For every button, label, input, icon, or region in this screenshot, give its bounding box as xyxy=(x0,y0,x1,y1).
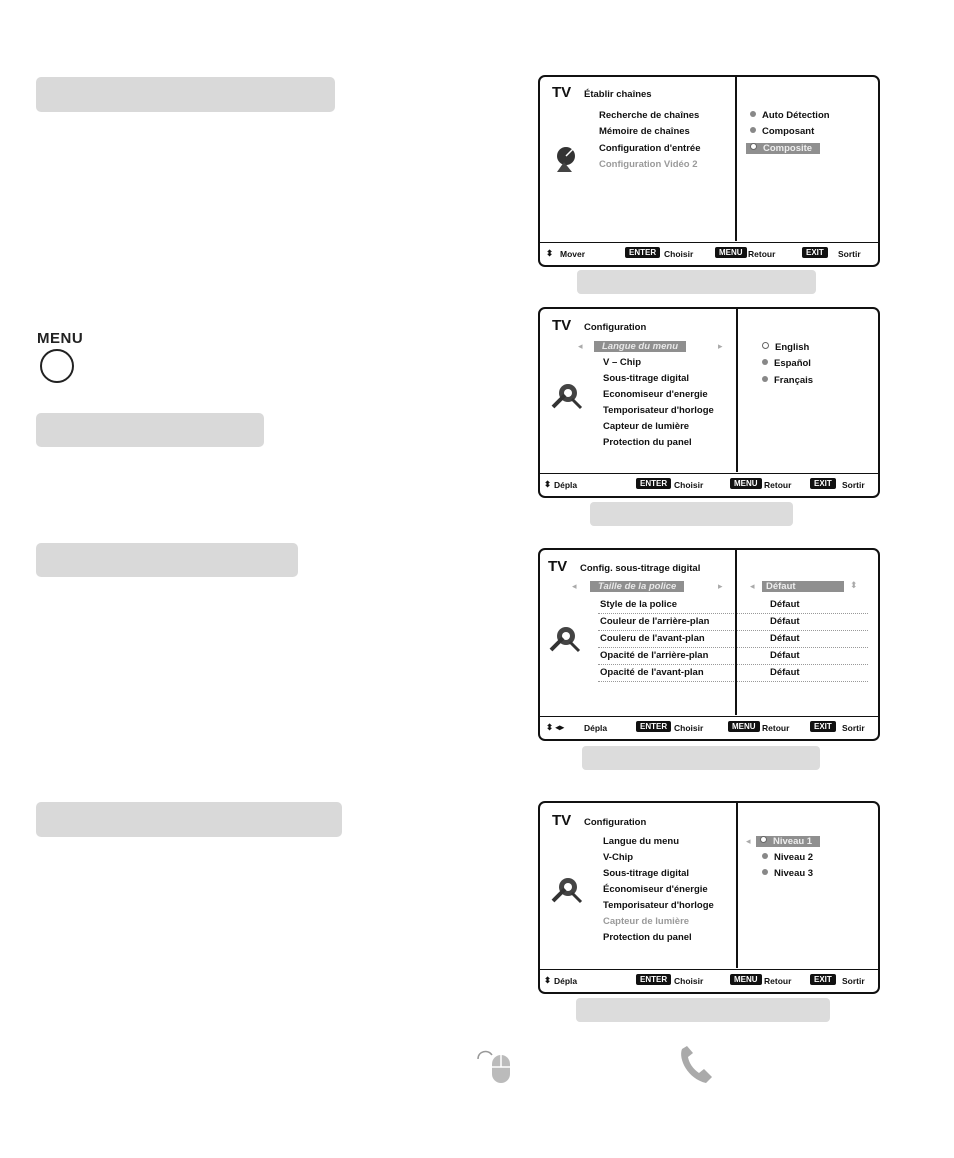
menu-item[interactable]: Temporisateur d'horloge xyxy=(603,900,714,911)
option-composite[interactable]: Composite xyxy=(746,143,820,154)
menu-button-label: MENU xyxy=(37,330,84,347)
footer-return: Retour xyxy=(764,976,792,986)
menu-item[interactable]: Opacité de l'avant-plan xyxy=(600,667,704,678)
osd-setup-channels xyxy=(538,75,880,267)
footer-choose: Choisir xyxy=(674,723,704,733)
phone-icon xyxy=(676,1045,716,1087)
tv-label: TV xyxy=(552,812,572,829)
screen-title: Configuration xyxy=(584,817,647,828)
caption-bar-1 xyxy=(577,270,816,294)
footer-exit: Sortir xyxy=(842,480,865,490)
menu-item[interactable]: Capteur de lumière xyxy=(603,421,690,432)
menu-item[interactable]: V-Chip xyxy=(603,852,634,863)
value-font-size[interactable]: Défaut xyxy=(762,581,844,592)
screen-title: Établir chaînes xyxy=(584,89,652,100)
left-arrow-icon: ◂ xyxy=(572,581,577,591)
osd-footer xyxy=(540,716,878,739)
menu-key: MENU xyxy=(715,247,747,258)
tools-icon xyxy=(550,871,584,905)
menu-item[interactable]: Langue du menu xyxy=(603,836,679,847)
updown-icon: ⬍ xyxy=(850,580,858,590)
exit-key: EXIT xyxy=(802,247,828,258)
footer-move: Dépla xyxy=(584,723,608,733)
tools-icon xyxy=(548,620,582,654)
exit-key: EXIT xyxy=(810,721,836,732)
option-component[interactable]: Composant xyxy=(750,126,814,137)
osd-config-language xyxy=(538,307,880,498)
footer-exit: Sortir xyxy=(842,976,865,986)
option-english[interactable]: English xyxy=(762,342,809,353)
caption-bar-3 xyxy=(582,746,820,770)
menu-item[interactable]: Couleru de l'avant-plan xyxy=(600,633,705,644)
menu-item[interactable]: Opacité de l'arrière-plan xyxy=(600,650,709,661)
footer-move: Dépla xyxy=(554,480,578,490)
caption-bar-4 xyxy=(576,998,830,1022)
updown-icon: ⬍ xyxy=(546,248,554,258)
tv-label: TV xyxy=(552,317,572,334)
caption-bar-2 xyxy=(590,502,793,526)
value-font-style[interactable]: Défaut xyxy=(770,599,800,610)
left-arrow-icon: ◂ xyxy=(578,341,583,351)
footer-move: Mover xyxy=(560,249,586,259)
exit-key: EXIT xyxy=(810,478,836,489)
mouse-icon xyxy=(474,1047,516,1085)
menu-button[interactable] xyxy=(40,349,74,383)
footer-choose: Choisir xyxy=(674,976,704,986)
value-foreground-color[interactable]: Défaut xyxy=(770,633,800,644)
option-level-3[interactable]: Niveau 3 xyxy=(762,868,813,879)
menu-item[interactable]: Taille de la police xyxy=(590,581,684,592)
menu-key: MENU xyxy=(730,478,762,489)
menu-item[interactable]: Recherche de chaînes xyxy=(599,110,700,121)
enter-key: ENTER xyxy=(636,974,671,985)
osd-footer xyxy=(540,242,878,265)
menu-key: MENU xyxy=(728,721,760,732)
menu-item[interactable]: Économiseur d'énergie xyxy=(603,884,708,895)
tools-icon xyxy=(550,377,584,411)
footer-return: Retour xyxy=(762,723,790,733)
footer-choose: Choisir xyxy=(664,249,694,259)
step-heading-bar-4 xyxy=(36,802,342,837)
menu-item[interactable]: Protection du panel xyxy=(603,932,692,943)
step-heading-bar-2 xyxy=(36,413,264,447)
footer-choose: Choisir xyxy=(674,480,704,490)
menu-item[interactable]: Style de la police xyxy=(600,599,678,610)
footer-return: Retour xyxy=(764,480,792,490)
menu-item[interactable]: V – Chip xyxy=(603,357,642,368)
osd-footer xyxy=(540,473,878,496)
option-francais[interactable]: Français xyxy=(762,375,813,386)
enter-key: ENTER xyxy=(636,721,671,732)
screen-title: Configuration xyxy=(584,322,647,333)
option-level-1[interactable]: Niveau 1 xyxy=(756,836,820,847)
footer-return: Retour xyxy=(748,249,776,259)
menu-item[interactable]: Sous-titrage digital xyxy=(603,868,690,879)
tv-label: TV xyxy=(552,84,572,101)
menu-item[interactable]: Economiseur d'energie xyxy=(603,389,708,400)
menu-item[interactable]: Configuration d'entrée xyxy=(599,143,701,154)
step-heading-bar-1 xyxy=(36,77,335,112)
value-background-opacity[interactable]: Défaut xyxy=(770,650,800,661)
value-background-color[interactable]: Défaut xyxy=(770,616,800,627)
osd-footer xyxy=(540,969,878,992)
option-espanol[interactable]: Español xyxy=(762,358,811,369)
arrows-icon: ⬍ ◂▸ xyxy=(546,722,565,732)
right-arrow-icon: ▸ xyxy=(718,581,723,591)
menu-item[interactable]: Configuration Vidéo 2 xyxy=(599,159,698,170)
step-heading-bar-3 xyxy=(36,543,298,577)
menu-item[interactable]: Capteur de lumière xyxy=(603,916,690,927)
tv-label: TV xyxy=(548,558,568,575)
left-arrow-icon: ◂ xyxy=(746,836,751,846)
menu-item[interactable]: Protection du panel xyxy=(603,437,692,448)
left-arrow-icon: ◂ xyxy=(750,581,755,591)
satellite-dish-icon xyxy=(552,144,578,174)
footer-exit: Sortir xyxy=(838,249,861,259)
screen-title: Config. sous-titrage digital xyxy=(580,563,701,574)
menu-item[interactable]: Couleur de l'arrière-plan xyxy=(600,616,710,627)
option-level-2[interactable]: Niveau 2 xyxy=(762,852,813,863)
exit-key: EXIT xyxy=(810,974,836,985)
menu-item[interactable]: Mémoire de chaînes xyxy=(599,126,690,137)
value-foreground-opacity[interactable]: Défaut xyxy=(770,667,800,678)
footer-exit: Sortir xyxy=(842,723,865,733)
menu-item[interactable]: Langue du menu xyxy=(594,341,686,352)
osd-caption-config xyxy=(538,548,880,741)
menu-item[interactable]: Temporisateur d'horloge xyxy=(603,405,714,416)
osd-config-light-sensor xyxy=(538,801,880,994)
right-arrow-icon: ▸ xyxy=(718,341,723,351)
enter-key: ENTER xyxy=(625,247,660,258)
menu-key: MENU xyxy=(730,974,762,985)
footer-move: Dépla xyxy=(554,976,578,986)
menu-item[interactable]: Sous-titrage digital xyxy=(603,373,690,384)
enter-key: ENTER xyxy=(636,478,671,489)
updown-icon: ⬍ xyxy=(544,975,552,985)
option-auto-detection[interactable]: Auto Détection xyxy=(750,110,830,121)
updown-icon: ⬍ xyxy=(544,479,552,489)
